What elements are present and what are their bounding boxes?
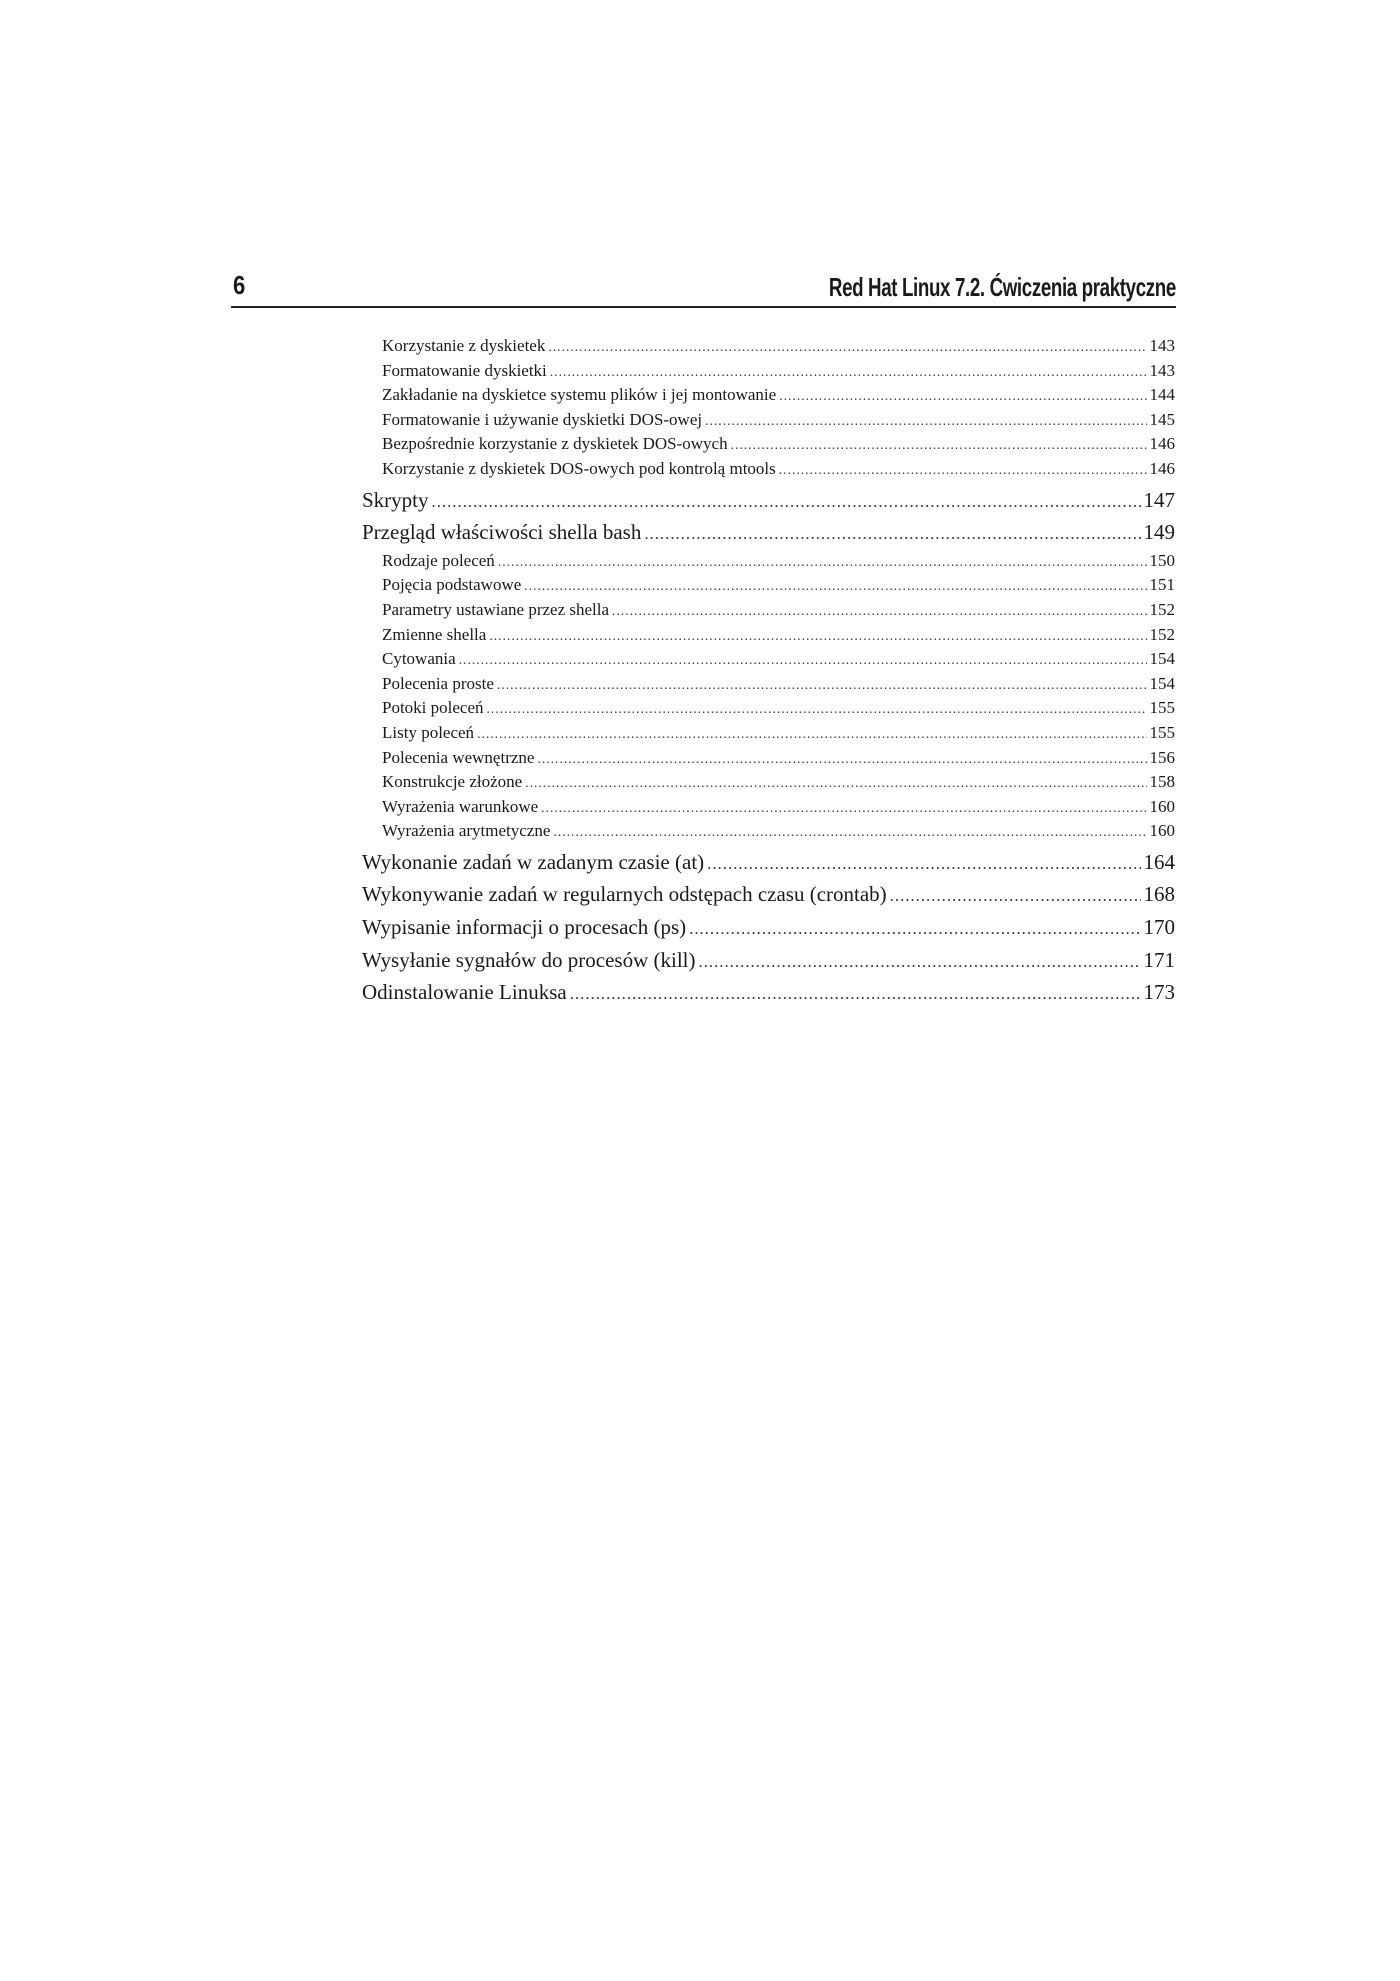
toc-entry-section: [362, 696, 1175, 721]
toc-dot-leader: [432, 486, 1141, 519]
toc-entry-title: Formatowanie i używanie dyskietki DOS-owej: [382, 409, 703, 429]
toc-entry-page: 143: [1149, 360, 1175, 380]
toc-dot-leader: [525, 771, 1146, 796]
toc-dot-leader: [890, 880, 1141, 913]
toc-entry-page: 155: [1149, 698, 1175, 718]
toc-dot-leader: [705, 409, 1146, 434]
toc-dot-leader: [570, 978, 1141, 1011]
toc-entry-page: 158: [1149, 772, 1175, 792]
toc-entry-title: Potoki poleceń: [382, 698, 484, 718]
toc-entry-page: 171: [1143, 947, 1175, 972]
toc-dot-leader: [731, 433, 1147, 458]
toc-entry-title: Wyrażenia warunkowe: [382, 796, 539, 816]
toc-entry-title: Zmienne shella: [382, 624, 487, 644]
toc-dot-leader: [487, 697, 1147, 722]
toc-entry-section: [362, 383, 1175, 408]
toc-entry-chapter: [362, 516, 1175, 549]
toc-entry-section: [362, 746, 1175, 771]
toc-entry-page: 168: [1143, 882, 1175, 907]
toc-entry-title: Wykonanie zadań w zadanym czasie (at): [362, 849, 705, 874]
toc-entry-chapter: [362, 846, 1175, 879]
toc-entry-title: Odinstalowanie Linuksa: [362, 980, 567, 1005]
toc-dot-leader: [553, 820, 1146, 845]
toc-dot-leader: [779, 384, 1146, 409]
toc-entry-title: Listy poleceń: [382, 722, 475, 742]
toc-entry-section: [362, 795, 1175, 820]
toc-entry-chapter: [362, 911, 1175, 944]
toc-entry-page: 150: [1149, 550, 1175, 570]
toc-entry-title: Polecenia wewnętrzne: [382, 747, 535, 767]
toc-entry-page: 149: [1143, 520, 1175, 545]
toc-entry-section: [362, 819, 1175, 844]
toc-dot-leader: [548, 335, 1146, 360]
toc-entry-section: [362, 573, 1175, 598]
toc-entry-title: Konstrukcje złożone: [382, 772, 523, 792]
toc-entry-page: 152: [1149, 599, 1175, 619]
toc-entry-title: Skrypty: [362, 487, 429, 512]
toc-entry-section: [362, 623, 1175, 648]
toc-entry-title: Zakładanie na dyskietce systemu plików i jej montowanie: [382, 385, 777, 405]
toc-entry-section: [362, 408, 1175, 433]
toc-entry-page: 143: [1149, 336, 1175, 355]
toc-entry-page: 154: [1149, 649, 1175, 669]
toc-entry-chapter: [362, 878, 1175, 911]
toc-dot-leader: [612, 599, 1146, 624]
toc-entry-chapter: [362, 944, 1175, 977]
toc-dot-leader: [644, 518, 1140, 551]
toc-entry-title: Korzystanie z dyskietek: [382, 336, 546, 355]
toc-entry-section: [362, 721, 1175, 746]
table-of-contents: [362, 334, 1175, 1009]
toc-dot-leader: [779, 458, 1147, 483]
toc-entry-page: 160: [1149, 796, 1175, 816]
toc-entry-page: 146: [1149, 434, 1175, 454]
toc-dot-leader: [550, 360, 1147, 385]
toc-entry-title: Polecenia proste: [382, 673, 494, 693]
toc-entry-title: Bezpośrednie korzystanie z dyskietek DOS-owych: [382, 434, 728, 454]
toc-entry-title: Wyrażenia arytmetyczne: [382, 821, 551, 841]
toc-entry-page: 160: [1149, 821, 1175, 841]
toc-entry-page: 173: [1143, 980, 1175, 1005]
toc-dot-leader: [524, 574, 1146, 599]
toc-entry-title: Formatowanie dyskietki: [382, 360, 547, 380]
toc-dot-leader: [541, 796, 1146, 821]
toc-entry-title: Wykonywanie zadań w regularnych odstępach czasu (crontab): [362, 882, 887, 907]
toc-dot-leader: [489, 624, 1146, 649]
toc-entry-section: [362, 672, 1175, 697]
toc-dot-leader: [497, 673, 1147, 698]
toc-entry-section: [362, 647, 1175, 672]
running-header: [231, 268, 1176, 308]
toc-entry-page: 170: [1143, 915, 1175, 940]
toc-entry-title: Rodzaje poleceń: [382, 550, 495, 570]
toc-entry-page: 154: [1149, 673, 1175, 693]
toc-entry-page: 152: [1149, 624, 1175, 644]
toc-dot-leader: [477, 722, 1146, 747]
toc-entry-page: 144: [1149, 385, 1175, 405]
toc-entry-page: 147: [1143, 487, 1175, 512]
toc-entry-section: [362, 598, 1175, 623]
toc-dot-leader: [707, 848, 1140, 881]
toc-entry-title: Cytowania: [382, 649, 456, 669]
toc-entry-section: [362, 457, 1175, 482]
toc-entry-section: [362, 432, 1175, 457]
toc-entry-section: [362, 770, 1175, 795]
toc-entry-section: [362, 359, 1175, 384]
toc-entry-title: Wypisanie informacji o procesach (ps): [362, 915, 687, 940]
toc-dot-leader: [699, 946, 1141, 979]
toc-entry-chapter: [362, 976, 1175, 1009]
toc-entry-page: 146: [1149, 458, 1175, 478]
toc-dot-leader: [459, 648, 1147, 673]
toc-entry-title: Wysyłanie sygnałów do procesów (kill): [362, 947, 696, 972]
toc-entry-title: Pojęcia podstawowe: [382, 575, 522, 595]
toc-entry-page: 155: [1149, 722, 1175, 742]
toc-entry-page: 164: [1143, 849, 1175, 874]
page-number: 6: [233, 270, 246, 300]
toc-dot-leader: [689, 913, 1140, 946]
toc-entry-page: 145: [1149, 409, 1175, 429]
toc-entry-section: [362, 334, 1175, 359]
toc-dot-leader: [537, 747, 1146, 772]
toc-entry-page: 156: [1149, 747, 1175, 767]
book-title: Red Hat Linux 7.2. Ćwiczenia praktyczne: [829, 272, 1176, 302]
toc-entry-title: Parametry ustawiane przez shella: [382, 599, 610, 619]
toc-entry-title: Przegląd właściwości shella bash: [362, 520, 642, 545]
toc-entry-chapter: [362, 484, 1175, 517]
toc-entry-section: [362, 549, 1175, 574]
toc-dot-leader: [498, 550, 1147, 575]
toc-entry-page: 151: [1149, 575, 1175, 595]
toc-entry-title: Korzystanie z dyskietek DOS-owych pod kontrolą mtools: [382, 458, 776, 478]
